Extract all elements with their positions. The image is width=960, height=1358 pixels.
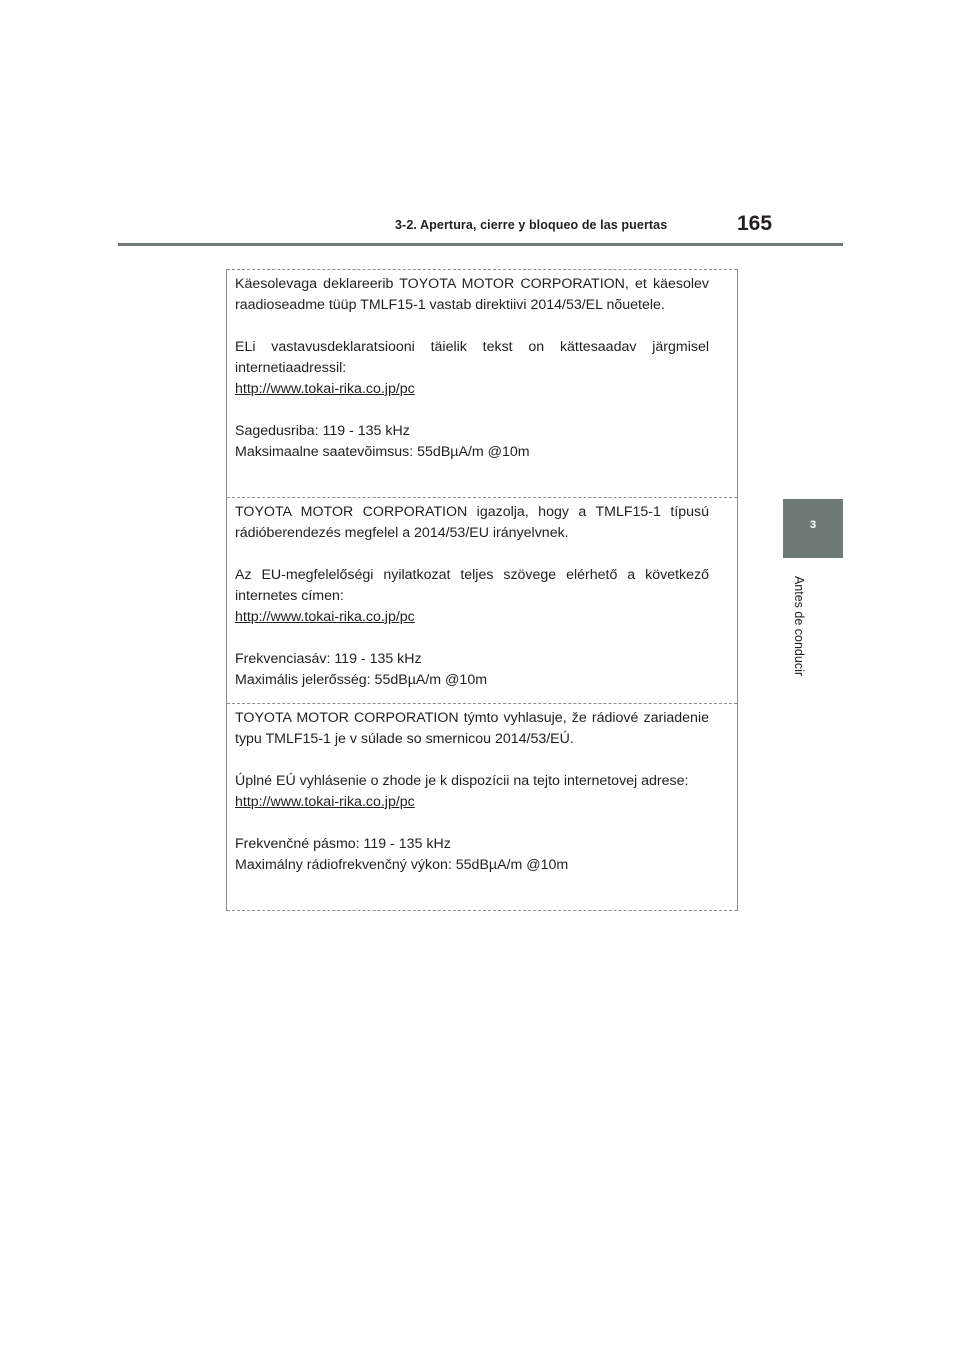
declaration-slovak bbox=[227, 703, 737, 911]
declaration-statement: TOYOTA MOTOR CORPORATION igazolja, hogy a TMLF15-1 típusú rádióberendezés megfelel a 2014/53/EU irányelvnek. bbox=[235, 504, 709, 541]
section-title: 3-2. Apertura, cierre y bloqueo de las puertas bbox=[395, 218, 668, 232]
chapter-tab bbox=[783, 499, 843, 558]
declaration-availability: Az EU-megfelelőségi nyilatkozat teljes szövege elérhető a következő internetes címen: bbox=[235, 567, 709, 604]
frequency-band: Frekvenčné pásmo: 119 - 135 kHz bbox=[235, 836, 451, 852]
max-power: Maximális jelerősség: 55dBµA/m @10m bbox=[235, 672, 488, 688]
chapter-title: Antes de conducir bbox=[792, 575, 806, 677]
declaration-url-link[interactable]: http://www.tokai-rika.co.jp/pc bbox=[235, 794, 415, 810]
declaration-statement: Käesolevaga deklareerib TOYOTA MOTOR CORPORATION, et käesolev raadioseadme tüüp TMLF15-1 vastab direktiivi 2014/53/EL nõuetele. bbox=[235, 276, 709, 313]
declaration-url-link[interactable]: http://www.tokai-rika.co.jp/pc bbox=[235, 381, 415, 397]
page-number: 165 bbox=[737, 212, 773, 235]
frequency-band: Sagedusriba: 119 - 135 kHz bbox=[235, 423, 410, 439]
declaration-statement: TOYOTA MOTOR CORPORATION týmto vyhlasuje, že rádiové zariadenie typu TMLF15-1 je v súlade so smernicou 2014/53/EÚ. bbox=[235, 710, 709, 747]
max-power: Maximálny rádiofrekvenčný výkon: 55dBµA/m @10m bbox=[235, 857, 569, 873]
declaration-availability: Úplné EÚ vyhlásenie o zhode je k dispozícii na tejto internetovej adrese: bbox=[235, 773, 689, 789]
header-divider bbox=[118, 243, 843, 246]
declaration-hungarian bbox=[227, 497, 737, 703]
declaration-availability: ELi vastavusdeklaratsiooni täielik tekst on kättesaadav järgmisel internetiaadressil: bbox=[235, 339, 709, 376]
declaration-estonian bbox=[227, 269, 737, 497]
declaration-table bbox=[226, 269, 738, 911]
declaration-url-link[interactable]: http://www.tokai-rika.co.jp/pc bbox=[235, 609, 415, 625]
max-power: Maksimaalne saatevõimsus: 55dBµA/m @10m bbox=[235, 444, 530, 460]
frequency-band: Frekvenciasáv: 119 - 135 kHz bbox=[235, 651, 422, 667]
chapter-number: 3 bbox=[809, 519, 817, 531]
